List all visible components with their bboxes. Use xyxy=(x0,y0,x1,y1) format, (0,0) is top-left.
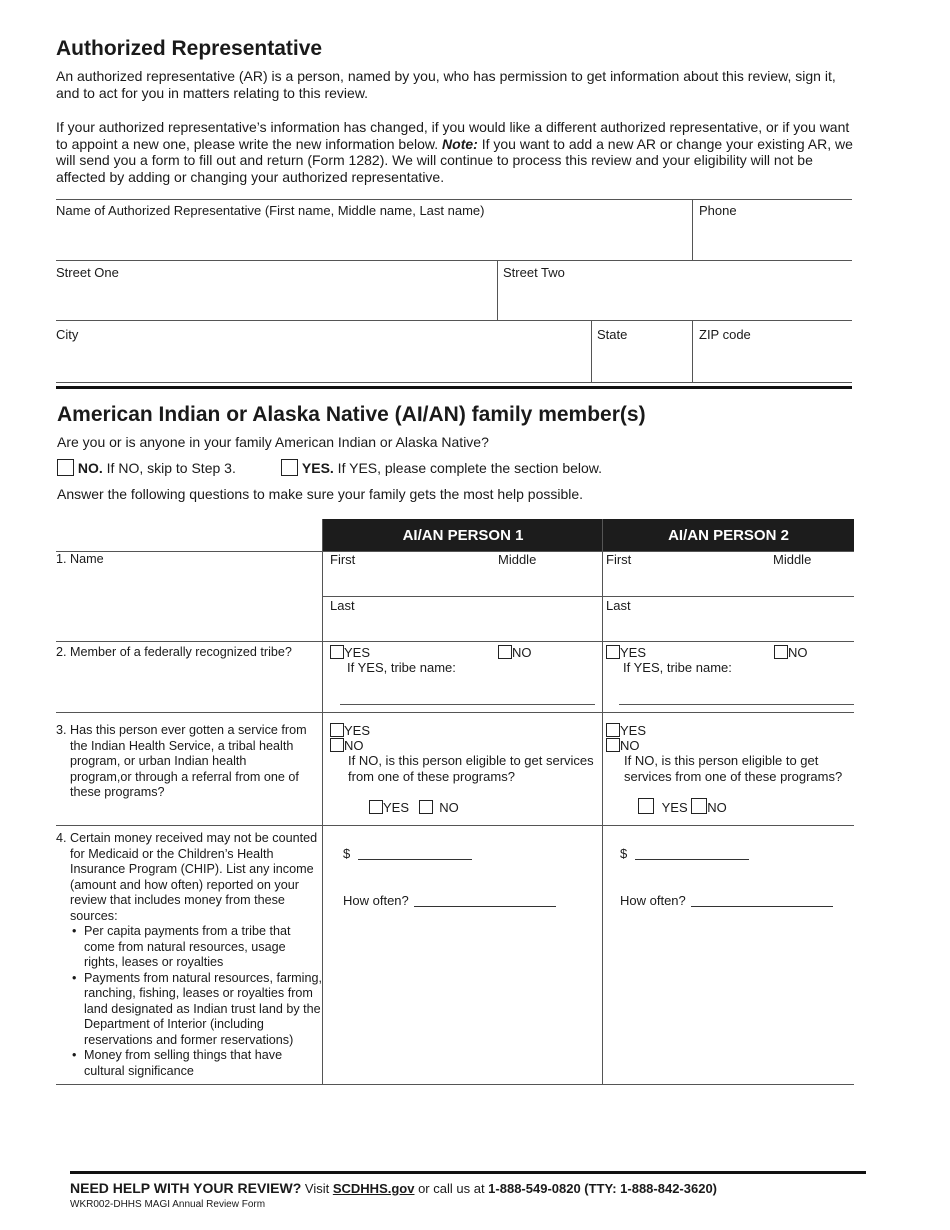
q3-number: 3. xyxy=(56,723,67,737)
p2-service-yes-checkbox[interactable] xyxy=(606,723,620,737)
yes-text: YES xyxy=(661,800,688,815)
no-text: If NO, skip to Step 3. xyxy=(102,460,236,476)
website-link[interactable]: SCDHHS.gov xyxy=(332,1181,415,1196)
p1-eligible-options xyxy=(369,800,459,815)
p2-middle-field[interactable]: Middle xyxy=(773,552,812,567)
aian-question: Are you or is anyone in your family American Indian or Alaska Native? xyxy=(57,434,489,450)
aian-yes-option[interactable] xyxy=(281,459,602,477)
p1-tribe-no-checkbox[interactable] xyxy=(498,645,512,659)
q4-bullet: • Payments from natural resources, farming, ranching, fishing, leases or royalties from land designated as Indian trust land by the Department of Interior (including reservations and former reservations) xyxy=(84,971,322,1049)
ar-city-field[interactable]: City xyxy=(56,327,79,342)
aian-no-option[interactable] xyxy=(57,459,236,477)
ar-state-field[interactable]: State xyxy=(597,327,628,342)
dollar-sign: $ xyxy=(343,846,351,861)
ar-phone-field[interactable]: Phone xyxy=(699,203,737,218)
q4-text: Certain money received may not be counted for Medicaid or the Children’s Health Insurance Program (CHIP). List any income (amount and how often) reported on your review that includes money from these sources: xyxy=(70,831,318,923)
no-text: NO xyxy=(620,738,640,753)
p2-tribe-yes-checkbox[interactable] xyxy=(606,645,620,659)
p1-first-field[interactable]: First xyxy=(330,552,356,567)
p1-middle-field[interactable]: Middle xyxy=(498,552,537,567)
q4-bullet-list xyxy=(70,924,322,1079)
note-label: Note: xyxy=(442,135,478,152)
p2-amount-input[interactable] xyxy=(635,859,749,860)
p2-last-field[interactable]: Last xyxy=(606,598,631,613)
p1-service-no-checkbox[interactable] xyxy=(330,738,344,752)
p1-last-field[interactable]: Last xyxy=(330,598,355,613)
no-text: NO xyxy=(439,800,459,815)
ar-intro-text: An authorized representative (AR) is a person, named by you, who has permission to get information about this review, sign it, and to act for you in matters relating to this review. xyxy=(56,68,836,101)
p1-tribe-no[interactable] xyxy=(498,645,532,660)
p2-frequency xyxy=(620,893,833,908)
p1-amount xyxy=(343,846,472,861)
q1-name-label: 1. Name xyxy=(56,552,104,566)
ar-title: Authorized Representative xyxy=(56,37,323,60)
p2-tribe-name-label: If YES, tribe name: xyxy=(623,660,732,675)
ar-change-text-2: If you want to add a new AR or change your existing AR, we will send you a form to fill out and return (Form 1282). We will continue to process this review and your eligibility will not be affected by adding or changing your authorized representative. xyxy=(56,135,853,185)
p2-service-yes[interactable] xyxy=(606,723,646,738)
q3-text: Has this person ever gotten a service from the Indian Health Service, a tribal health program, or urban Indian health program,or through a referral from one of these programs? xyxy=(70,723,307,799)
yes-text: YES xyxy=(620,645,647,660)
p1-eligible-no-checkbox[interactable] xyxy=(419,800,433,814)
q4-body xyxy=(70,831,322,1079)
p1-amount-input[interactable] xyxy=(358,859,472,860)
ar-change-text: If your authorized representative’s information has changed, if you would like a different authorized representative, or if you want to appoint a new one, please write the new information below. xyxy=(56,119,850,152)
q4-number: 4. xyxy=(56,831,67,845)
p1-service-yes[interactable] xyxy=(330,723,370,738)
p2-tribe-yes[interactable] xyxy=(606,645,646,660)
p2-eligible-question: If NO, is this person eligible to get services from one of these programs? xyxy=(624,753,843,784)
visit-text: Visit xyxy=(301,1181,333,1196)
p1-eligible-question: If NO, is this person eligible to get services from one of these programs? xyxy=(348,753,594,784)
p1-service-yes-checkbox[interactable] xyxy=(330,723,344,737)
ar-intro xyxy=(56,68,856,101)
p2-eligible-yes-checkbox[interactable] xyxy=(638,798,654,814)
p2-eligible-options xyxy=(638,798,727,815)
help-phone: 1-888-549-0820 (TTY: 1-888-842-3620) xyxy=(488,1181,718,1196)
p1-tribe-name-input[interactable] xyxy=(340,704,595,705)
yes-text: YES xyxy=(344,645,371,660)
form-id: WKR002-DHHS MAGI Annual Review Form xyxy=(70,1199,266,1210)
no-text: NO xyxy=(707,800,727,815)
p2-service-no-checkbox[interactable] xyxy=(606,738,620,752)
dollar-sign: $ xyxy=(620,846,628,861)
p1-tribe-yes[interactable] xyxy=(330,645,370,660)
yes-text: YES xyxy=(383,800,410,815)
p2-tribe-name-input[interactable] xyxy=(619,704,854,705)
p1-frequency-input[interactable] xyxy=(414,906,556,907)
person-1-header: AI/AN PERSON 1 xyxy=(323,519,603,552)
q4-bullet: • Money from selling things that have cultural significance xyxy=(84,1048,322,1079)
no-text: NO xyxy=(344,738,364,753)
p2-service-no[interactable] xyxy=(606,738,640,753)
aian-title: American Indian or Alaska Native (AI/AN) family member(s) xyxy=(57,403,646,426)
no-text: NO xyxy=(512,645,532,660)
p2-tribe-no-checkbox[interactable] xyxy=(774,645,788,659)
aian-instruction: Answer the following questions to make sure your family gets the most help possible. xyxy=(57,486,584,502)
call-text: or call us at xyxy=(414,1181,489,1196)
p1-tribe-yes-checkbox[interactable] xyxy=(330,645,344,659)
p2-amount xyxy=(620,846,749,861)
yes-text: YES xyxy=(620,723,647,738)
footer-help xyxy=(70,1180,717,1196)
yes-text: If YES, please complete the section below. xyxy=(333,460,603,476)
p2-eligible-no-checkbox[interactable] xyxy=(691,798,707,814)
p2-tribe-no[interactable] xyxy=(774,645,808,660)
person-2-header: AI/AN PERSON 2 xyxy=(603,519,854,552)
how-often-label: How often? xyxy=(620,893,686,908)
p1-tribe-name-label: If YES, tribe name: xyxy=(347,660,456,675)
yes-text: YES xyxy=(344,723,371,738)
aian-no-checkbox[interactable] xyxy=(57,459,74,476)
no-text: NO xyxy=(788,645,808,660)
q3-service-label xyxy=(56,723,307,799)
ar-street-one-field[interactable]: Street One xyxy=(56,265,119,280)
q4-bullet: • Per capita payments from a tribe that come from natural resources, usage rights, leases or royalties xyxy=(84,924,322,971)
no-label: NO. xyxy=(77,460,103,476)
ar-change-note xyxy=(56,119,856,185)
footer-divider xyxy=(70,1171,866,1174)
p2-frequency-input[interactable] xyxy=(691,906,833,907)
p1-service-no[interactable] xyxy=(330,738,364,753)
help-heading: NEED HELP WITH YOUR REVIEW? xyxy=(70,1180,302,1196)
p1-frequency xyxy=(343,893,556,908)
aian-yes-checkbox[interactable] xyxy=(281,459,298,476)
yes-label: YES. xyxy=(301,460,334,476)
p2-first-field[interactable]: First xyxy=(606,552,632,567)
q4-income-label xyxy=(56,831,322,1078)
ar-street-two-field[interactable]: Street Two xyxy=(503,265,565,280)
p1-eligible-yes-checkbox[interactable] xyxy=(369,800,383,814)
ar-zip-field[interactable]: ZIP code xyxy=(699,327,751,342)
ar-name-field[interactable]: Name of Authorized Representative (First name, Middle name, Last name) xyxy=(56,203,485,218)
how-often-label: How often? xyxy=(343,893,409,908)
q2-tribe-label: 2. Member of a federally recognized tribe? xyxy=(56,645,292,659)
